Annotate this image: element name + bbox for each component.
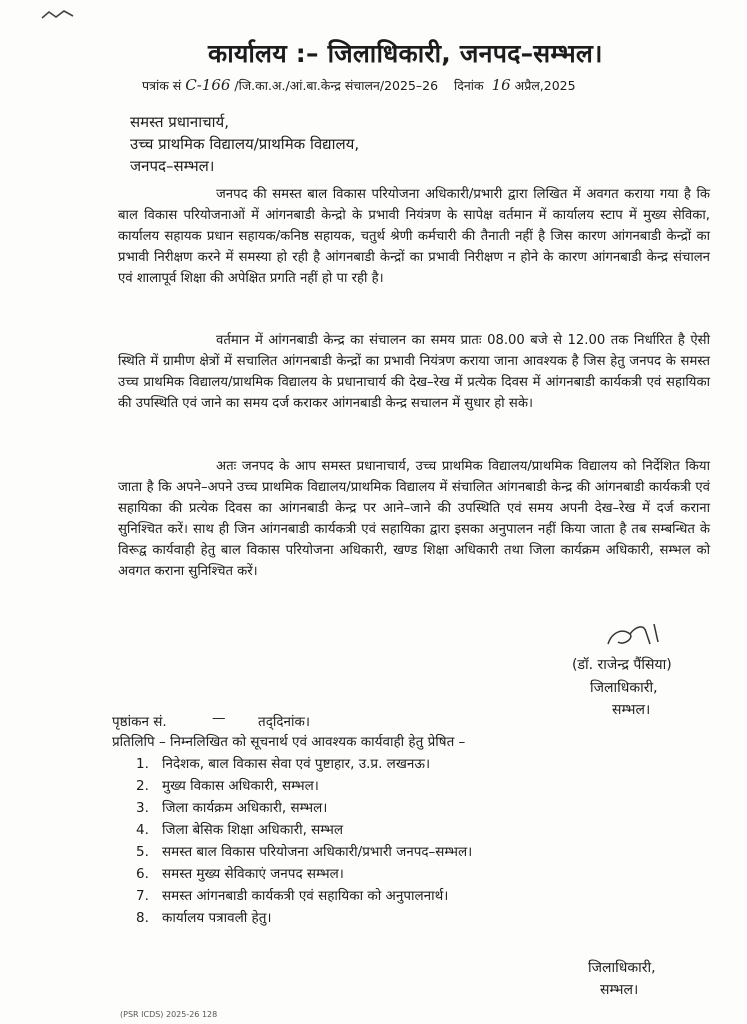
list-item: 4. जिला बेसिक शिक्षा अधिकारी, सम्भल [136,822,343,838]
addressee-line-3: जनपद–सम्भल। [130,157,215,175]
date-handwritten: 16 [491,76,511,94]
bottom-place: सम्भल। [600,982,639,998]
signatory-place: सम्भल। [612,702,651,718]
office-title: कार्यालय :– जिलाधिकारी, जनपद–सम्भल। [208,39,603,68]
signature-scribble [600,614,670,654]
recipient-list [136,753,472,929]
signatory-name: (डॉ. राजेन्द्र पैंसिया) [572,657,672,673]
body-paragraph-1: जनपद की समस्त बाल विकास परियोजना अधिकारी/प्रभारी द्वारा लिखित में अवगत कराया गया है कि बाल विकास परियोजनाओं में आंगनबाडी केन्द्रो के प्रभावी नियंत्रण के सापेक्ष वर्तमान में कार्यालय स्टाप में मुख्य सेविका, कार्यालय सहायक प्रधान सहायक/कनिष्ठ सहायक, चतुर्थ श्रेणी कर्मचारी की तैनाती नहीं है जिस कारण आंगनबाडी केन्द्रों का प्रभावी निरीक्षण करने में समस्या हो रही है आंगनबाडी केन्द्रों का प्रभावी निरीक्षण न होने के कारण आंगनबाडी केन्द्र संचालन एवं शालापूर्व शिक्षा की अपेक्षित प्रगति नहीं हो पा रही है। [118,187,710,286]
date-rest: अप्रैल,2025 [514,78,576,93]
endorsement-ref: पृष्ठांकन सं. [112,714,167,730]
endorsement-dash: — [212,710,226,726]
corner-scribble [40,8,76,22]
list-item: 6. समस्त मुख्य सेविकाएं जनपद सम्भल। [136,866,344,882]
footer-code: (PSR ICDS) 2025-26 128 [120,1010,218,1019]
body-paragraph-3: अतः जनपद के आप समस्त प्रधानाचार्य, उच्च प्राथमिक विद्यालय/प्राथमिक विद्यालय को निर्देशित किया जाता है कि अपने–अपने उच्च प्राथमिक विद्यालय/प्राथमिक विद्यालय में संचालित आंगनबाडी केन्द्र की आंगनबाडी कार्यकत्री एवं सहायिका की प्रत्येक दिवस का आंगनबाडी केन्द्र पर आने–जाने की उपस्थिति एवं समय अपनी देख–रेख में दर्ज कराना सुनिश्चित करें। साथ ही जिन आंगनबाडी कार्यकत्री एवं सहायिका द्वारा इसका अनुपालन नहीं किया जाता है तब सम्बन्धित के विरूद्व कार्यवाही हेतु बाल विकास परियोजना अधिकारी, खण्ड शिक्षा अधिकारी तथा जिला कार्यक्रम अधिकारी, सम्भल को अवगत कराना सुनिश्चित करें। [118,459,710,579]
addressee-line-1: समस्त प्रधानाचार्य, [130,113,229,131]
list-item: 8. कार्यालय पत्रावली हेतु। [136,910,272,926]
endorsement-date: तद्‌दिनांक। [258,714,311,730]
date-label: दिनांक [453,78,484,93]
body-paragraph-2: वर्तमान में आंगनबाडी केन्द्र का संचालन का समय प्रातः 08.00 बजे से 12.00 तक निर्धारित है ऐसी स्थिति में ग्रामीण क्षेत्रों में सचालित आंगनबाडी केन्द्रों का प्रभावी नियंत्रण कराया जाना आवश्यक है जिस हेतु जनपद के समस्त उच्च प्राथमिक विद्यालय/प्राथमिक विद्यालय के प्रधानाचार्य की देख–रेख में प्रत्येक दिवस में आंगनबाडी कार्यकत्री एवं सहायिका की उपस्थिति एवं जाने का समय दर्ज कराकर आंगनबाडी केन्द्र सचालन में सुधार हो सके। [118,333,710,411]
bottom-designation: जिलाधिकारी, [588,960,656,976]
list-item: 2. मुख्य विकास अधिकारी, सम्भल। [136,778,319,794]
list-item: 3. जिला कार्यक्रम अधिकारी, सम्भल। [136,800,328,816]
reference-line [142,76,732,94]
ref-prefix: पत्रांक सं [142,78,182,93]
copy-to-line: प्रतिलिपि – निम्नलिखित को सूचनार्थ एवं आवश्यक कार्यवाही हेतु प्रेषित – [112,734,466,750]
list-item: 5. समस्त बाल विकास परियोजना अधिकारी/प्रभारी जनपद–सम्भल। [136,844,473,860]
ref-rest: /जि.का.अ./आं.बा.केन्द्र संचालन/2025–26 [234,78,439,93]
list-item: 7. समस्त आंगनबाडी कार्यकत्री एवं सहायिका को अनुपालनार्थ। [136,888,449,904]
signatory-designation: जिलाधिकारी, [590,680,658,696]
ref-number-handwritten: C-166 [185,76,231,94]
list-item: 1. निदेशक, बाल विकास सेवा एवं पुष्टाहार, उ.प्र. लखनऊ। [136,756,431,772]
addressee-line-2: उच्च प्राथमिक विद्यालय/प्राथमिक विद्यालय, [130,135,360,153]
